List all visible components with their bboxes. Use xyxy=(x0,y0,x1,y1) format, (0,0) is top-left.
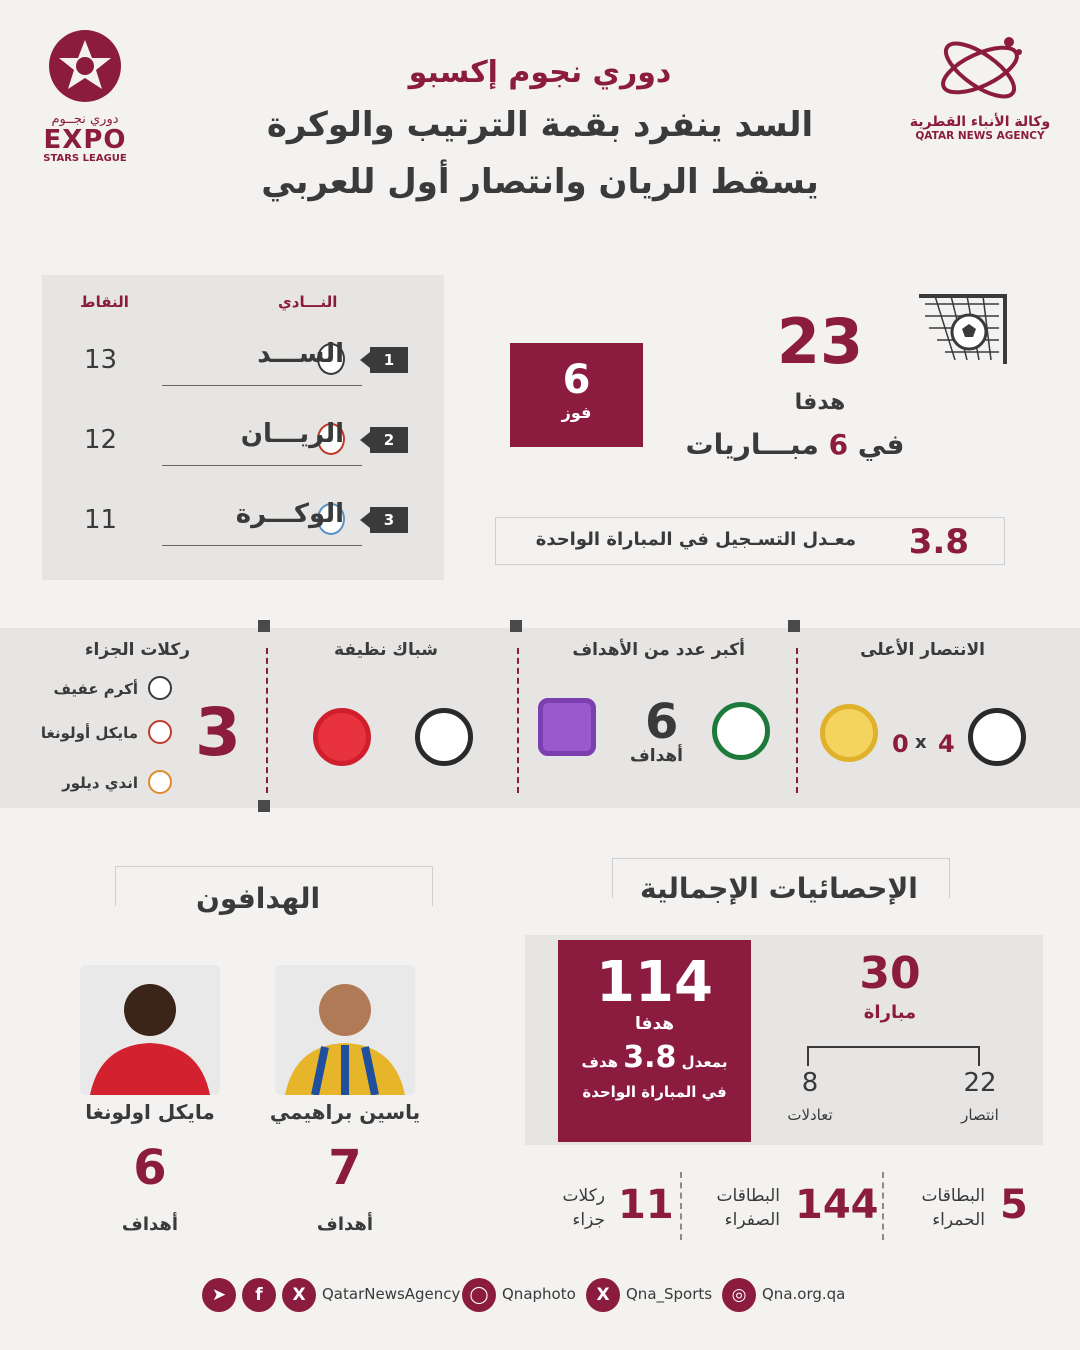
scoring-average-box xyxy=(495,517,1005,565)
x-twitter-sports-icon[interactable]: X xyxy=(586,1278,620,1312)
qna-atom-icon xyxy=(935,30,1025,106)
x-twitter-icon[interactable]: X xyxy=(282,1278,316,1312)
scorer-goals-label: أهداف xyxy=(121,1214,179,1235)
row-divider xyxy=(162,385,362,386)
total-goals-box xyxy=(558,940,751,1142)
expo-logo-subtitle: STARS LEAGUE xyxy=(43,153,127,164)
average-label: معـدل التسـجيل في المباراة الواحدة xyxy=(535,529,856,550)
expo-logo-wordmark: EXPO xyxy=(43,125,127,155)
penalties-total-label xyxy=(540,1184,605,1232)
rank-badge: 1 xyxy=(370,347,408,373)
most-goals-title: أكبر عدد من الأهداف xyxy=(572,640,745,660)
red-cards-label xyxy=(900,1184,985,1232)
al-sadd-clean-sheet-icon xyxy=(415,708,473,766)
table-row xyxy=(42,499,444,567)
row-divider xyxy=(162,545,362,546)
overall-title: الإحصائيات الإجمالية xyxy=(640,872,918,905)
total-matches-number: 30 xyxy=(859,948,921,999)
yellow-cards-label-1: البطاقات xyxy=(716,1186,780,1206)
standings-table xyxy=(42,275,444,580)
row-divider xyxy=(162,465,362,466)
scorer-name: مايكل اولونغا xyxy=(85,1100,215,1124)
table-row xyxy=(42,339,444,407)
total-wins-number: 22 xyxy=(963,1068,997,1098)
yellow-cards-label-2: الصفراء xyxy=(724,1210,780,1230)
al-ahli-logo-icon xyxy=(712,702,770,760)
biggest-win-title: الانتصار الأعلى xyxy=(860,640,985,660)
qna-logo-english: QATAR NEWS AGENCY xyxy=(915,130,1045,142)
club-points: 11 xyxy=(84,505,118,535)
total-goals-label: هدفا xyxy=(634,1014,675,1034)
matches-summary xyxy=(680,428,910,461)
penalties-title: ركلات الجزاء xyxy=(84,640,190,660)
club-points: 13 xyxy=(84,345,118,375)
matches-number: 6 xyxy=(828,428,849,461)
per-match-label: في المباراة الواحدة xyxy=(582,1083,727,1101)
band-divider xyxy=(266,648,268,793)
player-avatar-icon xyxy=(275,965,415,1095)
expo-logo-arabic: دوري نجــوم xyxy=(51,112,119,127)
expo-stars-league-logo xyxy=(30,28,140,198)
qna-logo-arabic: وكالة الأنباء القطرية xyxy=(909,114,1051,130)
most-goals-number: 6 xyxy=(645,694,679,750)
headline-main: السد ينفرد بقمة الترتيب والوكرة xyxy=(266,105,814,145)
player-photo-brahimi xyxy=(275,965,415,1095)
matches-label: مبـــاريات xyxy=(685,428,819,461)
penalties-number: 3 xyxy=(195,694,241,771)
club-header: النـــادي xyxy=(278,293,338,311)
scorer-goals-label: أهداف xyxy=(316,1214,374,1235)
clean-sheets-title: شباك نظيفة xyxy=(334,640,438,660)
wins-box xyxy=(510,343,643,447)
penalties-total-label-2: جزاء xyxy=(572,1210,605,1230)
instagram-icon[interactable]: ◯ xyxy=(462,1278,496,1312)
rank-badge: 3 xyxy=(370,507,408,533)
wins-label: فوز xyxy=(561,403,592,422)
player-photo-olunga xyxy=(80,965,220,1095)
penalties-total-number: 11 xyxy=(618,1182,674,1228)
website-link[interactable]: Qna.org.qa xyxy=(762,1285,846,1303)
band-divider xyxy=(796,648,798,793)
total-wins-label: انتصار xyxy=(961,1106,999,1124)
penalty-player: اندي ديلور xyxy=(62,774,138,792)
al-gharafa-logo-icon xyxy=(820,704,878,762)
average-number: 3.8 xyxy=(908,522,969,562)
biggest-win-score-a: 4 xyxy=(938,730,955,758)
red-cards-label-2: الحمراء xyxy=(932,1210,985,1230)
qna-logo xyxy=(905,30,1055,160)
penalty-player: أكرم عفيف xyxy=(53,680,138,698)
red-cards-number: 5 xyxy=(1000,1182,1028,1228)
most-goals-label: أهداف xyxy=(630,746,684,766)
facebook-icon[interactable]: f xyxy=(242,1278,276,1312)
goals-label: هدفا xyxy=(794,390,846,415)
matches-bracket xyxy=(807,1046,980,1066)
al-arabi-logo-icon xyxy=(313,708,371,766)
goal-net-icon xyxy=(915,290,1010,368)
total-draws-number: 8 xyxy=(801,1068,819,1098)
club-name: الوكـــرة xyxy=(235,499,344,529)
red-cards-label-1: البطاقات xyxy=(921,1186,985,1206)
telegram-icon[interactable]: ➤ xyxy=(202,1278,236,1312)
penalties-total-label-1: ركلات xyxy=(562,1186,605,1206)
yellow-cards-label xyxy=(695,1184,780,1232)
al-sadd-small-icon xyxy=(148,676,172,700)
sports-handle-link[interactable]: Qna_Sports xyxy=(626,1285,713,1303)
wins-number: 6 xyxy=(562,357,591,403)
corner-marker xyxy=(788,620,800,632)
globe-icon[interactable]: ◎ xyxy=(722,1278,756,1312)
stats-divider xyxy=(882,1172,884,1240)
penalty-player: مايكل أولونغا xyxy=(40,724,138,742)
scorer-name: ياسين براهيمي xyxy=(269,1100,421,1124)
club-points: 12 xyxy=(84,425,118,455)
avg-prefix: بمعدل xyxy=(681,1053,728,1071)
social-handle-link[interactable]: QatarNewsAgency xyxy=(322,1285,461,1303)
rank-badge: 2 xyxy=(370,427,408,453)
club-name: الســـد xyxy=(257,339,344,369)
points-header: النقاط xyxy=(80,293,129,311)
qatar-sc-small-icon xyxy=(148,770,172,794)
in-label: في xyxy=(857,428,905,461)
total-average xyxy=(558,1040,751,1075)
scorer-goals: 6 xyxy=(133,1140,167,1196)
yellow-cards-number: 144 xyxy=(795,1182,879,1228)
scorers-title: الهدافون xyxy=(196,882,321,915)
al-duhail-small-icon xyxy=(148,720,172,744)
total-goals-number: 114 xyxy=(596,950,713,1015)
muaither-logo-icon xyxy=(538,698,596,756)
club-name: الريـــان xyxy=(240,419,344,449)
stats-divider xyxy=(680,1172,682,1240)
corner-marker xyxy=(258,620,270,632)
scorer-goals: 7 xyxy=(328,1140,362,1196)
score-separator: x xyxy=(915,732,927,753)
band-divider xyxy=(517,648,519,793)
highlights-band xyxy=(0,628,1080,808)
avg-suffix: هدف xyxy=(581,1053,619,1071)
instagram-handle-link[interactable]: Qnaphoto xyxy=(502,1285,576,1303)
expo-star-emblem-icon xyxy=(47,28,123,104)
headline-sub: يسقط الريان وانتصار أول للعربي xyxy=(261,162,819,202)
goals-number: 23 xyxy=(776,305,864,378)
headline-league: دوري نجوم إكسبو xyxy=(408,55,672,90)
avg-value: 3.8 xyxy=(623,1040,677,1075)
table-row xyxy=(42,419,444,487)
corner-marker xyxy=(258,800,270,812)
corner-marker xyxy=(510,620,522,632)
total-matches-label: مباراة xyxy=(863,1002,917,1023)
player-avatar-icon xyxy=(80,965,220,1095)
biggest-win-score-b: 0 xyxy=(892,730,909,758)
al-sadd-logo-icon xyxy=(968,708,1026,766)
total-draws-label: تعادلات xyxy=(787,1106,833,1124)
